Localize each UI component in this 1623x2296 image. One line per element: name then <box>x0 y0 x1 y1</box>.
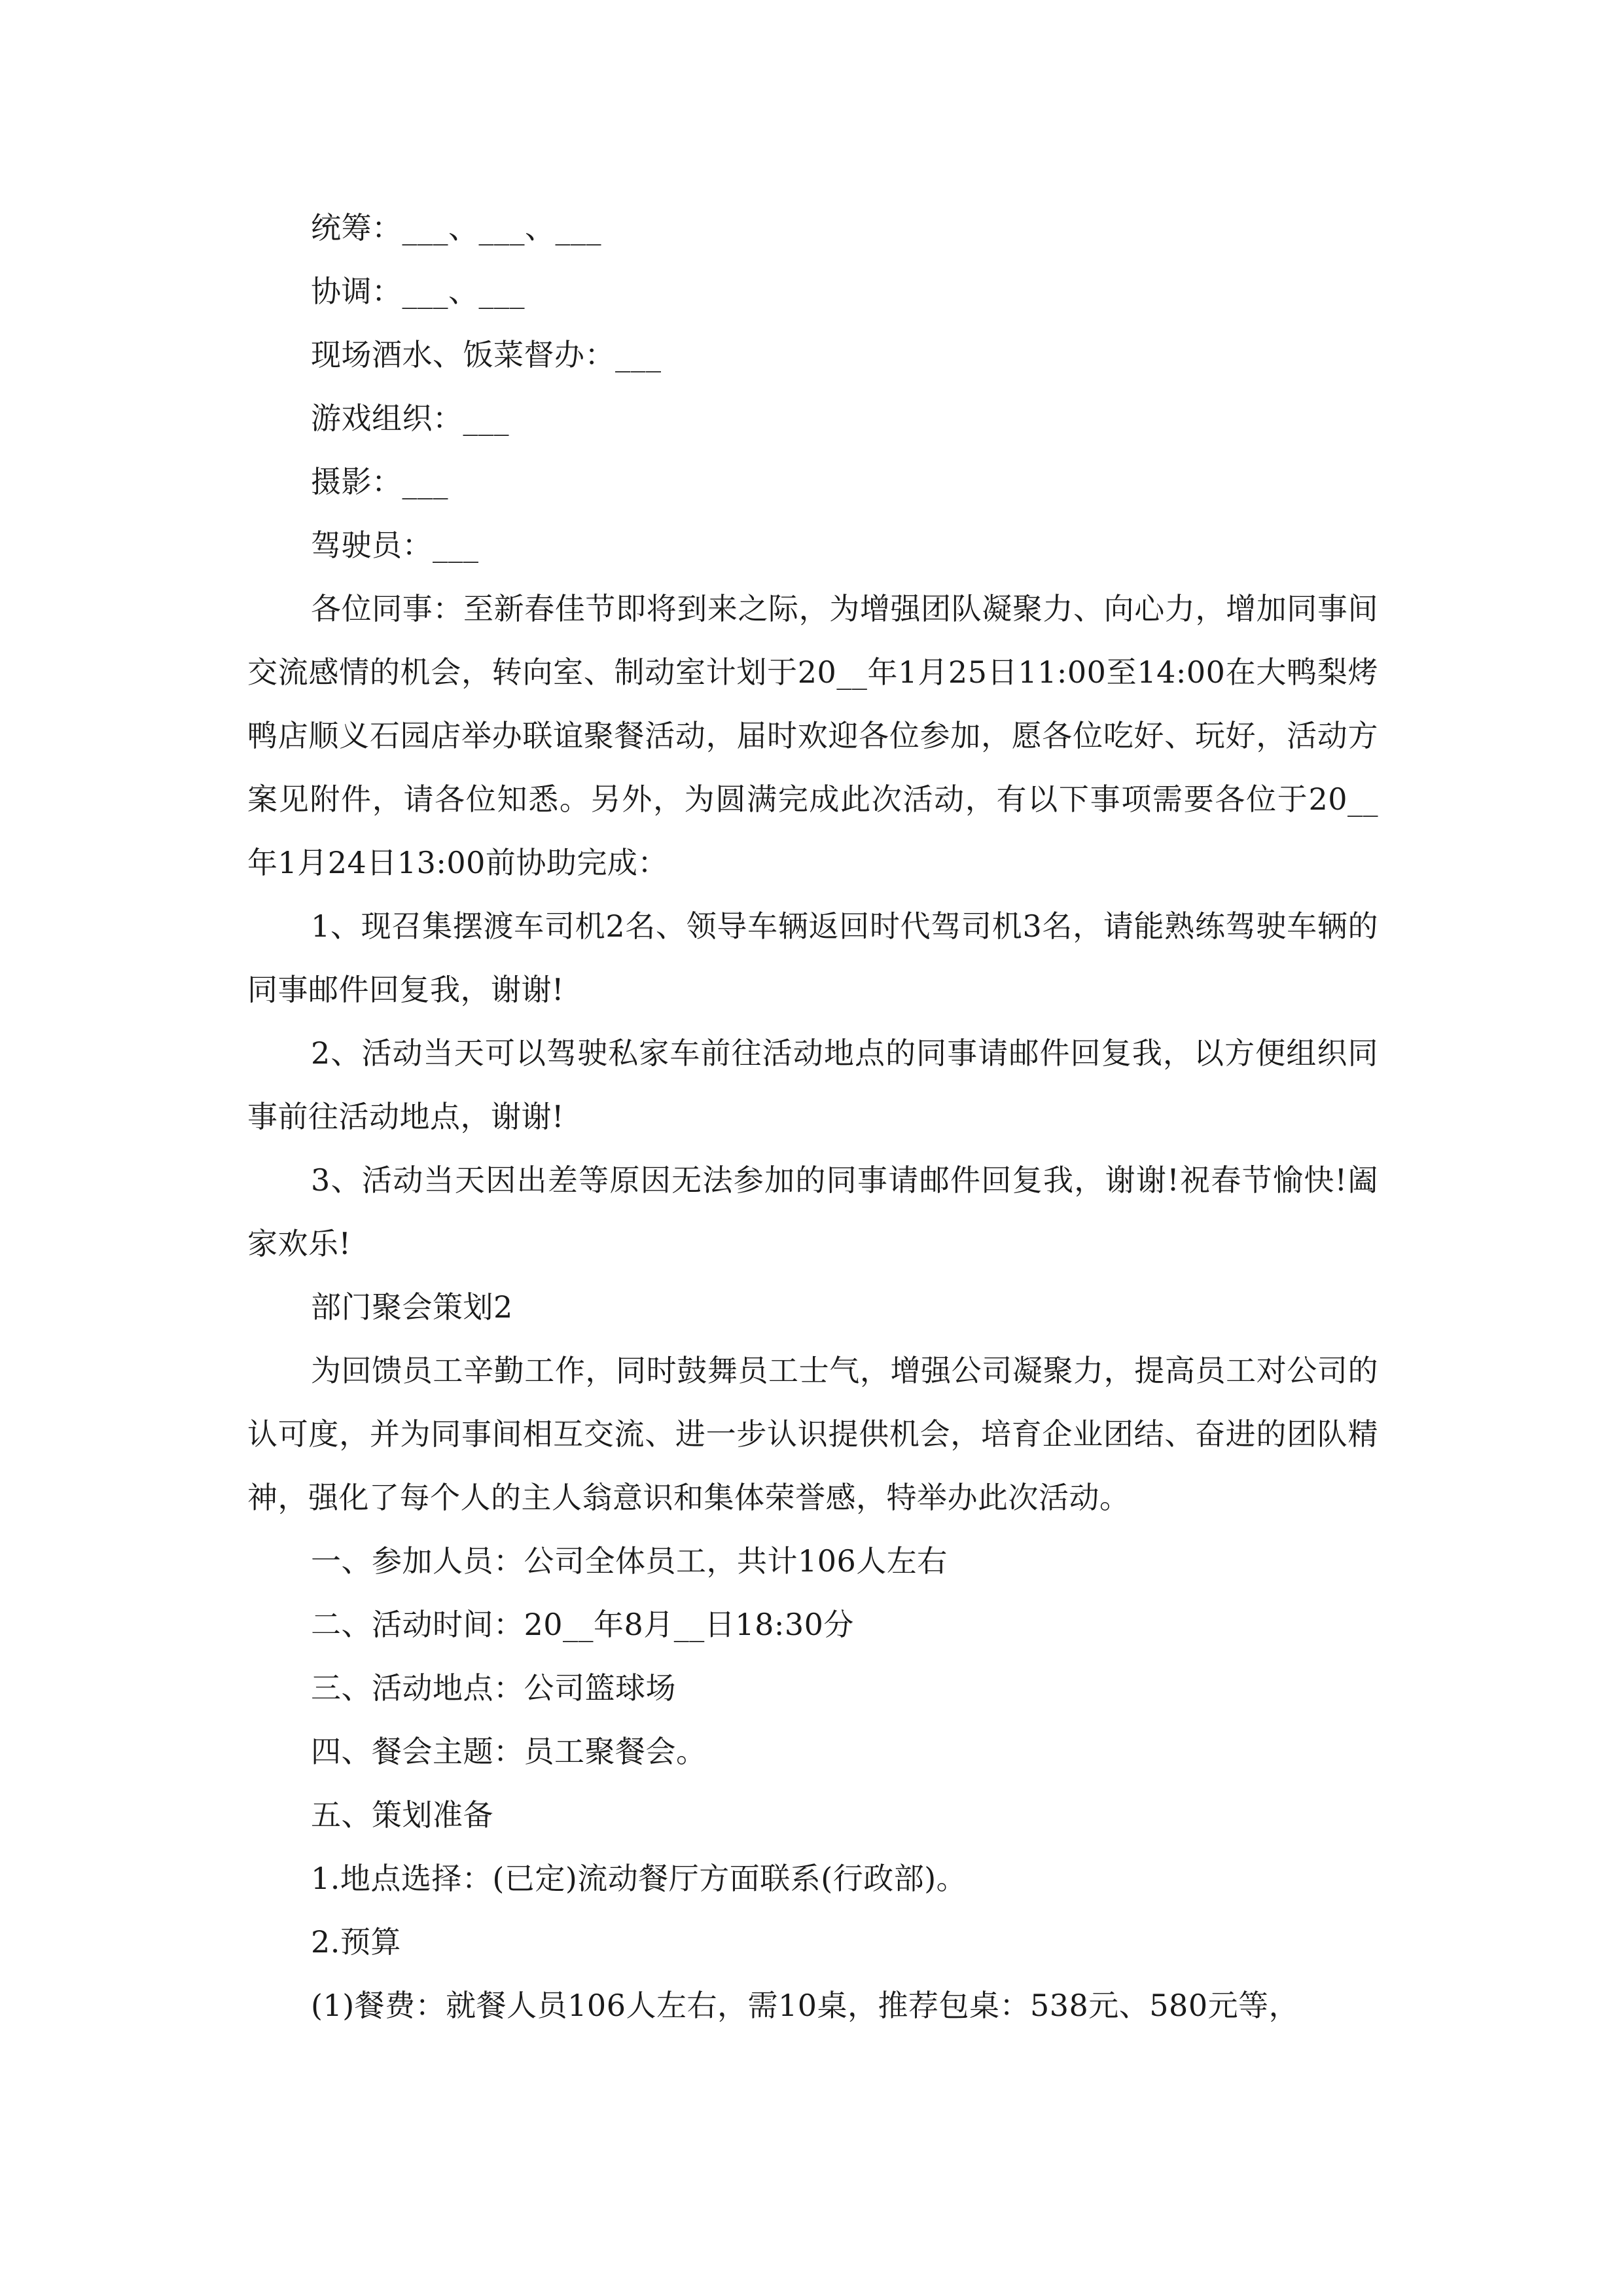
paragraph-notice: 各位同事：至新春佳节即将到来之际，为增强团队凝聚力、向心力，增加同事间交流感情的机会，转向室、制动室计划于20__年1月25日11:00至14:00在大鸭梨烤鸭店顺义石园店举办联谊聚餐活动，届时欢迎各位参加，愿各位吃好、玩好，活动方案见附件，请各位知悉。另外，为圆满完成此次活动，有以下事项需要各位于20__年1月24日13:00前协助完成： <box>247 591 1378 880</box>
paragraph-location: 三、活动地点：公司篮球场 <box>311 1670 676 1706</box>
paragraph-drinks-supervisor: 现场酒水、饭菜督办：___ <box>311 337 662 372</box>
paragraph-coordination-lead: 统筹：___、___、___ <box>311 210 601 245</box>
paragraph-item-2: 2、活动当天可以驾驶私家车前往活动地点的同事请邮件回复我，以方便组织同事前往活动地点，谢谢! <box>247 1035 1378 1134</box>
paragraph-time: 二、活动时间：20__年8月__日18:30分 <box>311 1607 854 1642</box>
paragraph-venue-selection: 1.地点选择：(已定)流动餐厅方面联系(行政部)。 <box>311 1861 967 1896</box>
paragraph-photography: 摄影：___ <box>311 464 448 499</box>
paragraph-preparation: 五、策划准备 <box>311 1797 493 1833</box>
paragraph-item-3: 3、活动当天因出差等原因无法参加的同事请邮件回复我，谢谢!祝春节愉快!阖家欢乐! <box>247 1162 1378 1261</box>
document-body <box>247 196 1378 2037</box>
paragraph-budget: 2.预算 <box>311 1924 401 1960</box>
paragraph-theme: 四、餐会主题：员工聚餐会。 <box>311 1734 707 1769</box>
paragraph-coordination: 协调：___、___ <box>311 274 525 309</box>
paragraph-driver: 驾驶员：___ <box>311 528 479 563</box>
paragraph-purpose: 为回馈员工辛勤工作，同时鼓舞员工士气，增强公司凝聚力，提高员工对公司的认可度，并为同事间相互交流、进一步认识提供机会，培育企业团结、奋进的团队精神，强化了每个人的主人翁意识和集体荣誉感，特举办此次活动。 <box>247 1353 1378 1515</box>
paragraph-item-1: 1、现召集摆渡车司机2名、领导车辆返回时代驾司机3名，请能熟练驾驶车辆的同事邮件回复我，谢谢! <box>247 908 1378 1007</box>
section-heading-plan-2: 部门聚会策划2 <box>311 1289 513 1325</box>
paragraph-meal-cost: (1)餐费：就餐人员106人左右，需10桌，推荐包桌：538元、580元等， <box>311 1988 1300 2023</box>
paragraph-game-organizer: 游戏组织：___ <box>311 401 509 436</box>
paragraph-participants: 一、参加人员：公司全体员工，共计106人左右 <box>311 1543 948 1579</box>
